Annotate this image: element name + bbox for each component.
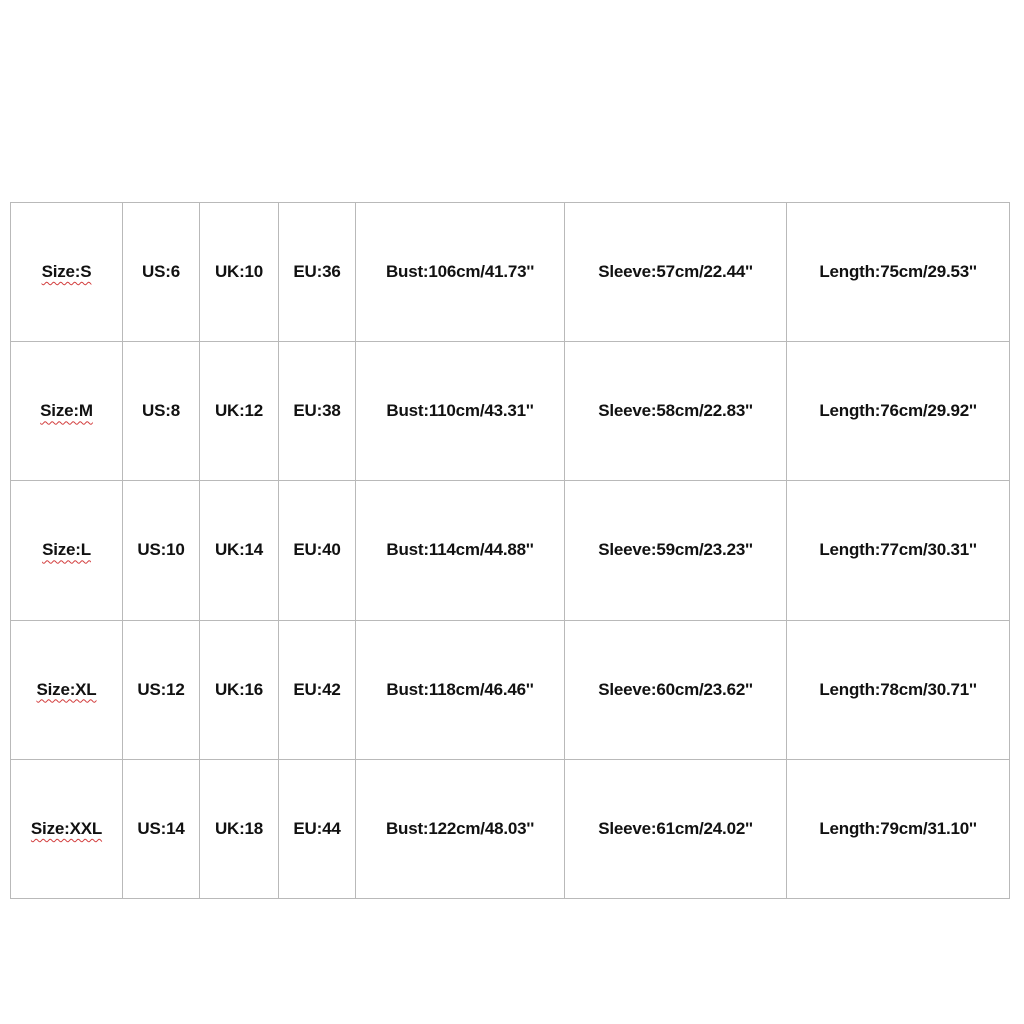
size-chart-table — [10, 202, 1010, 899]
length-cell: Length:76cm/29.92'' — [787, 342, 1010, 481]
length-cell: Length:75cm/29.53'' — [787, 203, 1010, 342]
size-cell — [11, 203, 123, 342]
size-cell — [11, 481, 123, 620]
sleeve-cell: Sleeve:57cm/22.44'' — [565, 203, 787, 342]
eu-size-cell: EU:44 — [279, 759, 356, 898]
length-cell: Length:78cm/30.71'' — [787, 620, 1010, 759]
sleeve-cell: Sleeve:61cm/24.02'' — [565, 759, 787, 898]
size-row-xl — [11, 620, 1010, 759]
uk-size-cell: UK:14 — [200, 481, 279, 620]
size-row-xxl — [11, 759, 1010, 898]
size-label: Size:M — [40, 401, 93, 421]
length-cell: Length:79cm/31.10'' — [787, 759, 1010, 898]
size-cell — [11, 759, 123, 898]
uk-size-cell: UK:10 — [200, 203, 279, 342]
us-size-cell: US:14 — [123, 759, 200, 898]
size-label: Size:XL — [36, 679, 97, 699]
us-size-cell: US:8 — [123, 342, 200, 481]
size-cell — [11, 342, 123, 481]
size-row-s — [11, 203, 1010, 342]
bust-cell: Bust:110cm/43.31'' — [356, 342, 565, 481]
eu-size-cell: EU:40 — [279, 481, 356, 620]
sleeve-cell: Sleeve:60cm/23.62'' — [565, 620, 787, 759]
sleeve-cell: Sleeve:59cm/23.23'' — [565, 481, 787, 620]
size-label: Size:L — [42, 540, 91, 560]
size-row-l — [11, 481, 1010, 620]
bust-cell: Bust:122cm/48.03'' — [356, 759, 565, 898]
uk-size-cell: UK:16 — [200, 620, 279, 759]
uk-size-cell: UK:12 — [200, 342, 279, 481]
us-size-cell: US:10 — [123, 481, 200, 620]
eu-size-cell: EU:36 — [279, 203, 356, 342]
size-label: Size:S — [41, 262, 92, 282]
us-size-cell: US:12 — [123, 620, 200, 759]
size-row-m — [11, 342, 1010, 481]
sleeve-cell: Sleeve:58cm/22.83'' — [565, 342, 787, 481]
size-cell — [11, 620, 123, 759]
eu-size-cell: EU:38 — [279, 342, 356, 481]
eu-size-cell: EU:42 — [279, 620, 356, 759]
bust-cell: Bust:118cm/46.46'' — [356, 620, 565, 759]
size-label: Size:XXL — [30, 818, 103, 838]
bust-cell: Bust:106cm/41.73'' — [356, 203, 565, 342]
us-size-cell: US:6 — [123, 203, 200, 342]
bust-cell: Bust:114cm/44.88'' — [356, 481, 565, 620]
length-cell: Length:77cm/30.31'' — [787, 481, 1010, 620]
uk-size-cell: UK:18 — [200, 759, 279, 898]
